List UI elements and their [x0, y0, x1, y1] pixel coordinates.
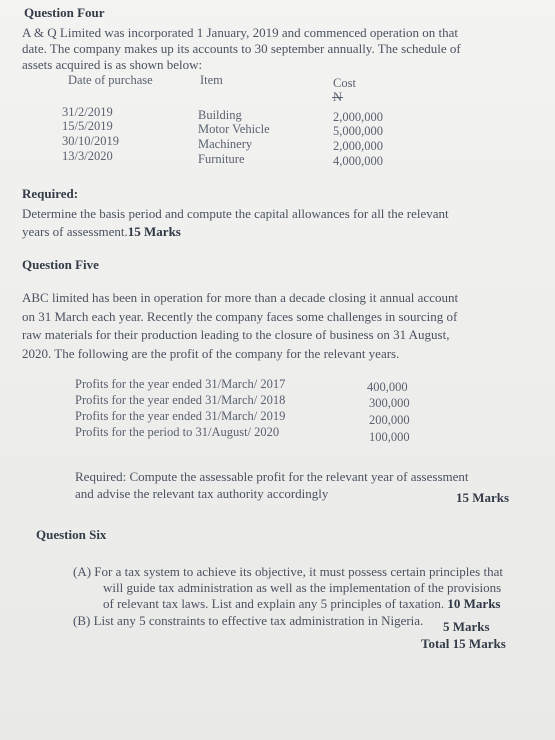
q5-intro-line-2: on 31 March each year. Recently the company faces some challenges in sourcing of — [22, 309, 458, 324]
profit-value-4: 100,000 — [369, 430, 410, 444]
q5-required-line-1: Required: Compute the assessable profit for the relevant year of assessment — [75, 469, 469, 484]
row-4-date: 13/3/2020 — [62, 149, 113, 163]
row-4-cost: 4,000,000 — [333, 154, 383, 168]
q5-heading: Question Five — [22, 257, 99, 272]
profit-label-4: Profits for the period to 31/August/ 2020 — [75, 425, 280, 439]
q6-total: Total 15 Marks — [421, 636, 506, 651]
header-cost: Cost — [333, 76, 356, 90]
header-item: Item — [200, 73, 223, 87]
profit-label-3: Profits for the year ended 31/March/ 2019 — [75, 409, 286, 423]
row-3-date: 30/10/2019 — [62, 134, 119, 148]
profit-value-2: 300,000 — [369, 396, 410, 410]
q6-b-marks: 5 Marks — [443, 619, 490, 634]
q4-marks: 15 Marks — [127, 224, 181, 239]
profit-label-2: Profits for the year ended 31/March/ 2018 — [75, 393, 286, 407]
q5-marks: 15 Marks — [456, 490, 510, 505]
row-1-date: 31/2/2019 — [62, 105, 113, 119]
q4-intro-line-2: date. The company makes up its accounts to 30 september annually. The schedule of — [22, 41, 461, 56]
profit-label-1: Profits for the year ended 31/March/ 2017 — [75, 377, 286, 391]
profit-value-3: 200,000 — [369, 413, 410, 427]
profit-value-1: 400,000 — [367, 380, 408, 394]
q5-intro-line-3: raw materials for their production leading to the closure of business on 31 August, — [22, 327, 450, 342]
header-date-of-purchase: Date of purchase — [68, 73, 153, 87]
row-1-item: Building — [198, 108, 242, 122]
row-3-cost: 2,000,000 — [333, 139, 383, 153]
row-2-item: Motor Vehicle — [198, 122, 270, 136]
q5-intro-line-4: 2020. The following are the profit of the company for the relevant years. — [22, 346, 400, 361]
q4-intro-line-1: A & Q Limited was incorporated 1 January, 2019 and commenced operation on that — [22, 25, 458, 40]
naira-symbol: N — [333, 90, 343, 104]
q4-intro-line-3: assets acquired is as shown below: — [22, 57, 203, 72]
q6-a-marks: 10 Marks — [447, 596, 501, 611]
q4-required-line-1: Determine the basis period and compute the capital allowances for all the relevant — [22, 206, 449, 221]
q4-required-line-2: years of assessment.15 Marks — [22, 224, 181, 239]
q5-intro-line-1: ABC limited has been in operation for more than a decade closing it annual account — [22, 290, 459, 305]
q6-a-line-1: (A) For a tax system to achieve its objective, it must possess certain principles that — [73, 564, 503, 579]
q6-a-line-3: of relevant tax laws. List and explain any 5 principles of taxation. 10 Marks — [103, 596, 501, 611]
q5-required-line-2: and advise the relevant tax authority accordingly — [75, 486, 329, 501]
q4-heading: Question Four — [24, 5, 105, 20]
row-4-item: Furniture — [198, 152, 245, 166]
row-1-cost: 2,000,000 — [333, 110, 383, 124]
row-2-date: 15/5/2019 — [62, 119, 113, 133]
row-2-cost: 5,000,000 — [333, 124, 383, 138]
row-3-item: Machinery — [198, 137, 253, 151]
q6-b-line: (B) List any 5 constraints to effective tax administration in Nigeria. — [73, 613, 424, 628]
q4-required-label: Required: — [22, 186, 79, 201]
q6-heading: Question Six — [36, 527, 107, 542]
q6-a-line-2: will guide tax administration as well as the implementation of the provisions — [103, 580, 502, 595]
